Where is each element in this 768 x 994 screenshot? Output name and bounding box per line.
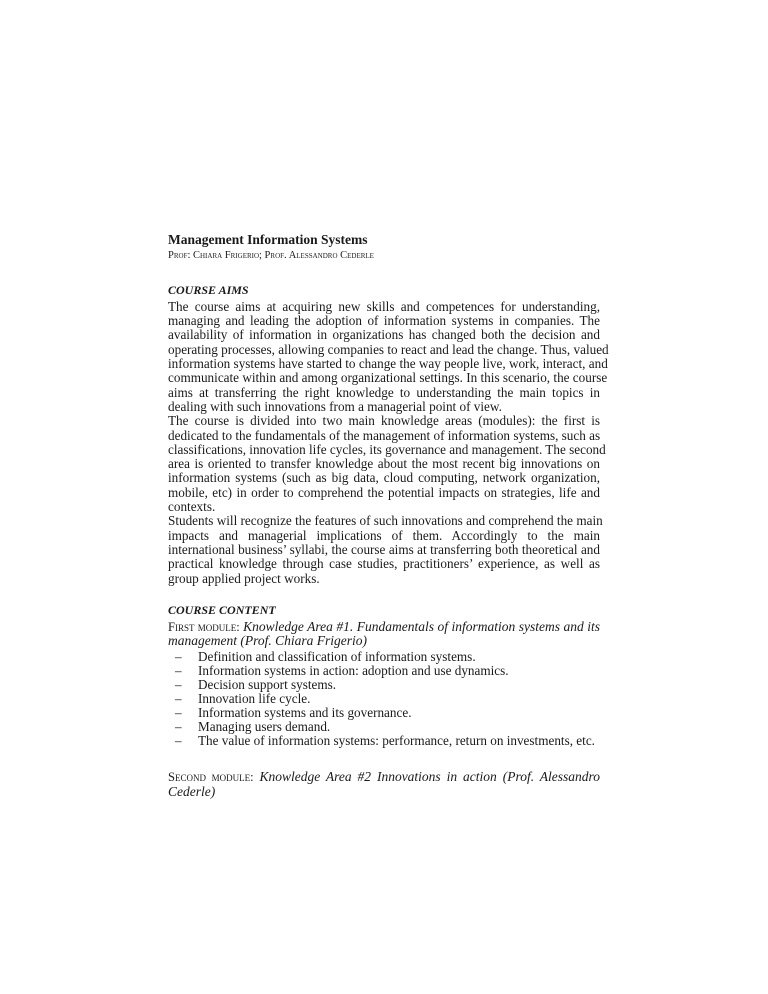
dash-bullet-icon: –	[175, 676, 182, 692]
list-item-text: Innovation life cycle.	[198, 691, 311, 706]
list-item	[168, 650, 600, 664]
paragraph-line: dedicated to the fundamentals of the management of information systems, such as	[168, 427, 601, 443]
first-module-title-cont: management (Prof. Chiara Frigerio)	[168, 633, 367, 649]
first-module-label: First module:	[168, 620, 240, 635]
dash-bullet-icon: –	[175, 691, 182, 706]
paragraph-line: operating processes, allowing companies to react and lead the change. Thus, valued	[168, 341, 609, 357]
dash-bullet-icon: –	[175, 719, 182, 735]
paragraph-line: information systems (such as big data, cloud computing, network organization,	[168, 470, 600, 486]
list-item	[168, 720, 600, 734]
list-item-text: Managing users demand.	[198, 719, 331, 735]
dash-bullet-icon: –	[175, 733, 182, 749]
paragraph-line: international business’ syllabi, the course aims at transferring both theoretical and	[168, 541, 600, 557]
paragraph-line: practical knowledge through case studies, practitioners’ experience, as well as	[168, 556, 600, 572]
list-item	[168, 706, 600, 720]
list-item-text: Decision support systems.	[198, 676, 337, 692]
paragraph-line: contexts.	[168, 499, 216, 515]
paragraph-line: impacts and managerial implications of them. Accordingly to the main	[168, 527, 600, 543]
second-module-title: Knowledge Area #2 Innovations in action (Prof. Alessandro	[259, 769, 600, 785]
first-module-title: Knowledge Area #1. Fundamentals of information systems and its	[243, 619, 601, 635]
course-title: Management Information Systems	[168, 232, 368, 247]
dash-bullet-icon: –	[175, 662, 182, 678]
first-module	[168, 620, 600, 748]
second-module-title-cont: Cederle)	[168, 783, 216, 799]
dash-bullet-icon: –	[175, 648, 182, 664]
paragraph-line: The course is divided into two main knowledge areas (modules): the first is	[168, 413, 600, 429]
course-aims-heading: COURSE AIMS	[168, 282, 249, 297]
document-page	[168, 232, 609, 799]
professors-line: Prof: Chiara Frigerio; Prof. Alessandro Cederle	[168, 250, 374, 262]
paragraph-line: aims at transferring the right knowledge to understanding the main topics in	[168, 384, 600, 400]
paragraph-line: classifications, innovation life cycles, its governance and management. The second	[168, 441, 606, 457]
course-aims-body	[168, 298, 609, 586]
list-item-text: Definition and classification of information systems.	[198, 648, 476, 664]
paragraph-line: managing and leading the adoption of information systems in companies. The	[168, 313, 600, 329]
second-module-label: Second module:	[168, 770, 254, 785]
list-item	[168, 678, 600, 692]
paragraph-line: area is oriented to transfer knowledge about the most recent big innovations on	[168, 456, 600, 472]
paragraph-line: The course aims at acquiring new skills and competences for understanding,	[168, 298, 600, 314]
paragraph-line: communicate within and among organizational settings. In this scenario, the course	[168, 370, 608, 386]
paragraph-line: Students will recognize the features of such innovations and comprehend the main	[168, 513, 603, 529]
list-item-text: Information systems and its governance.	[198, 705, 412, 721]
list-item	[168, 734, 600, 748]
paragraph-line: group applied project works.	[168, 570, 320, 586]
list-item	[168, 664, 600, 678]
paragraph-line: information systems have started to change the way people live, work, interact, and	[168, 356, 608, 372]
first-module-topics	[168, 650, 600, 749]
dash-bullet-icon: –	[175, 705, 182, 721]
paragraph-line: dealing with such innovations from a managerial point of view.	[168, 398, 502, 414]
paragraph-line: mobile, etc) in order to comprehend the potential impacts on strategies, life and	[168, 484, 600, 500]
paragraph-line: availability of information in organizations has changed both the decision and	[168, 327, 600, 343]
list-item-text: Information systems in action: adoption and use dynamics.	[198, 662, 509, 678]
list-item	[168, 692, 600, 706]
list-item-text: The value of information systems: performance, return on investments, etc.	[198, 733, 595, 749]
second-module	[168, 770, 600, 799]
course-content-heading: COURSE CONTENT	[168, 602, 276, 617]
